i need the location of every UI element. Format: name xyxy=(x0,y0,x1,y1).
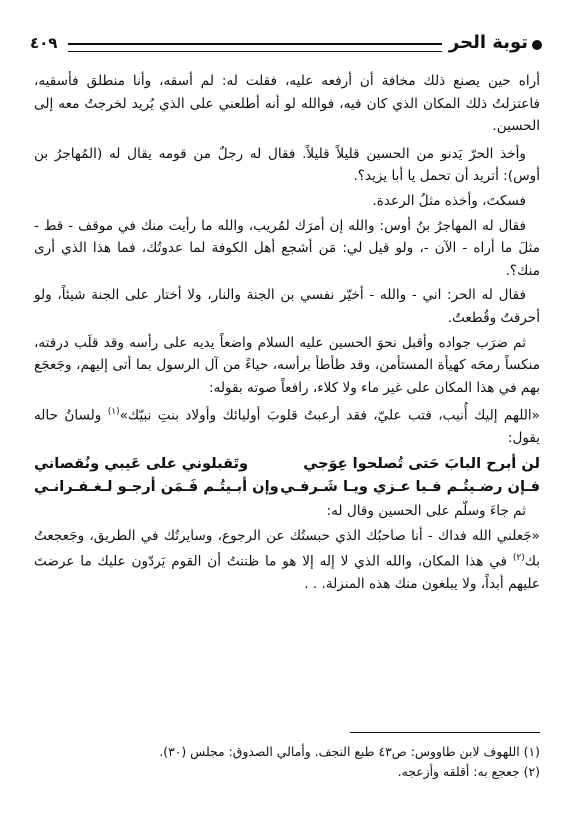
paragraph: ثم جاءَ وسلّم على الحسين وقال له: xyxy=(326,503,526,520)
footnotes xyxy=(34,742,540,782)
footnote-ref-1: (١) xyxy=(107,407,120,418)
page-number: ٤٠٩ xyxy=(30,34,58,52)
poem-hemistich: فـإن رضـيتُـم فـيا عـزي ويـا شَـرفـي xyxy=(280,478,540,496)
footnote-ref-2: (٢) xyxy=(512,553,525,564)
footnote: (١) اللهوف لابن طاووس: ص٤٣ طبع النجف. وأمالي الصدوق: مجلس (٣٠). xyxy=(159,744,540,759)
poem-line xyxy=(34,452,540,475)
page-body xyxy=(34,70,540,598)
bullet-icon xyxy=(532,40,542,50)
chapter-title: توبة الحر xyxy=(448,32,528,53)
footnote: (٢) جعجع به: أقلقه وأزعجه. xyxy=(397,764,540,779)
poem-line xyxy=(34,475,540,498)
prayer-text: «اللهم إليك أُنيب، فتب عليّ، فقد أرعبتُ قلوبَ أوليائك وأولاد بنتِ نبيّك» xyxy=(119,407,540,424)
tongue-intro: ولسانُ حاله يقول: xyxy=(34,407,540,447)
poem-hemistich: وإن أبـيتُـم فَـمَن أرجـو لـغـفـرانـي xyxy=(34,478,279,496)
paragraph: فقال له المهاجرُ بنُ أوس: والله إن أمرَك لمُريب، والله ما رأيت منك في موقف - قط - مثلَ ما أراه - الآن -، ولو قيل لي: مَن أشجع أهل الكوفة لما عدوتُك، فما هذا الذي أرى منك؟. xyxy=(34,217,540,279)
paragraph: وأخذ الحرّ يَدنو من الحسين قليلاً قليلاً. فقال له رجلٌ من قومه يقال له (المُهاجرُ بن أوس): أتريد أن تحمل يا أبا يزيد؟. xyxy=(34,145,540,185)
poem-hemistich: وتَقبلوني على عَيبي ونُقصاني xyxy=(34,455,249,473)
poem xyxy=(34,452,540,498)
paragraph: ثم ضرَب جواده وأقبل نحوَ الحسين عليه السلام واضعاً يديه على رأسه وقد قلَب درقته، منكساً رمحَه كهيأة المستأمن، وقد طأطأ برأسه، حياءً من آل الرسول بما أتى إليهم، وجَعجَع بهم في هذا المكان على غير ماء ولا كلاء، رافعاً صوته بقوله: xyxy=(34,334,540,396)
speech-text: «جَعلني الله فداك - أنا صاحبُك الذي حبستُك عن الرجوع، وسايرتُك في الطريق، وجَعجعتُ بك xyxy=(34,527,540,570)
speech-text: في هذا المكان، والله الذي لا إله إلا هو ما ظننتُ أن القوم يَردّون عليك ما عرضتَ عليهم أبداً، ولا يبلغون منك هذه المنزلة. . . xyxy=(34,553,540,593)
paragraph: أراه حين يصنع ذلك مخافة أن أرفعه عليه، فقلت له: لم أسقه، وأنا منطلق فأسقيه، فاعتزلتُ ذلك المكان الذي كان فيه، فوالله لو أنه أطلعني على الذي يُريد لخرجتُ معه إلى الحسين. xyxy=(34,73,540,135)
speech-paragraph xyxy=(34,525,540,596)
header-rule xyxy=(68,43,442,52)
footnote-divider xyxy=(350,732,540,733)
paragraph: فسكتَ، وأخذه مثلُ الرعدة. xyxy=(372,192,526,209)
poem-hemistich: لن أبرح البابَ حَتى تُصلحوا عِوَجي xyxy=(303,455,540,473)
prayer-paragraph xyxy=(34,401,540,450)
paragraph: فقال له الحر: اني - والله - أخيّر نفسي بن الجنة والنار، ولا أختار على الجنة شيئاً، ولو أحرقتُ وقُطعتُ. xyxy=(34,287,540,326)
page-header xyxy=(30,32,542,60)
